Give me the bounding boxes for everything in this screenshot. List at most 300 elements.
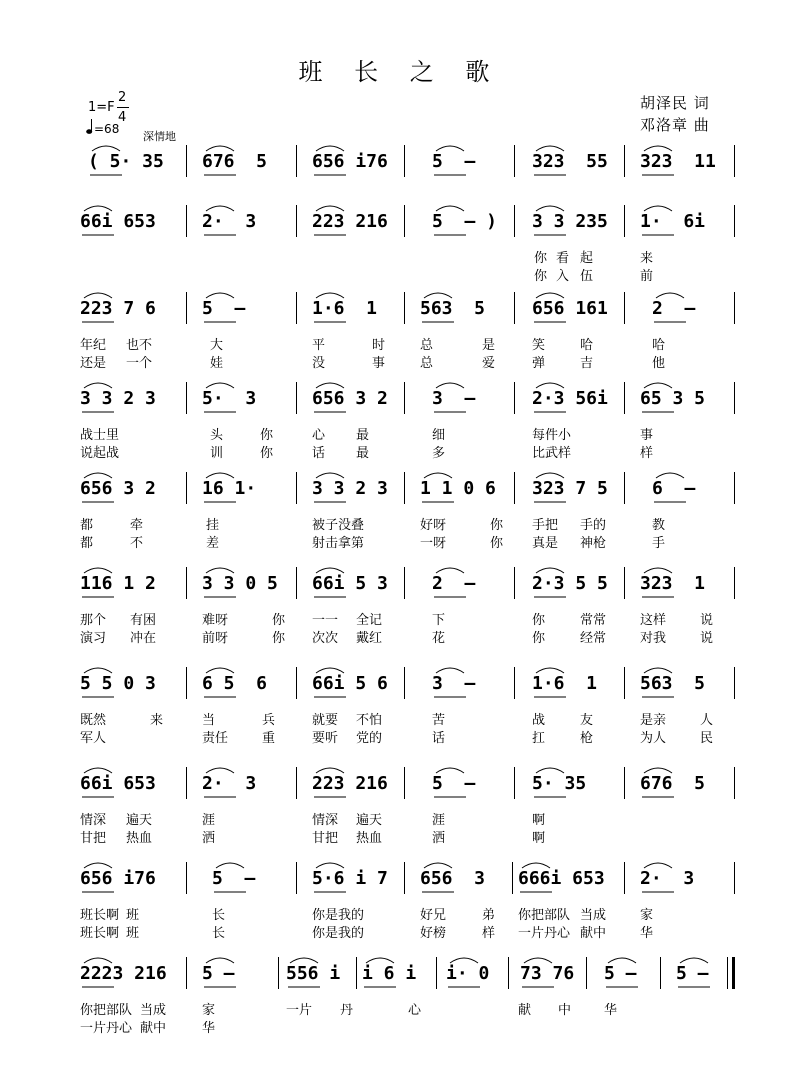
lyric-word: 不 [130,536,144,551]
measure-notes: 223 7 6 [80,298,156,319]
measure-notes: 2· 3 [202,773,257,794]
lyric-word: 是 [482,338,496,353]
slur-marks [0,767,800,807]
slur-arc [206,568,234,573]
lyric-word: 长 [212,926,226,941]
slur-arc [536,668,564,673]
lyric-word: 当成 [140,1003,167,1018]
lyric-word: 看 [556,251,570,266]
lyric-word: 头 [210,428,224,443]
lyric-word: 下 [432,613,446,628]
measure-notes: i· 0 [446,963,490,984]
lyric-word: 爱 [482,356,496,371]
measure-notes: 73 76 [520,963,575,984]
lyric-word: 你 [272,613,286,628]
notes-line [0,382,800,418]
lyric-word: 苦 [432,713,446,728]
lyric-word: 民 [700,731,714,746]
lyric-word: 每件小 [532,428,572,443]
lyric-word: 责任 [202,731,229,746]
lyric-word: 涯 [202,813,216,828]
slur-arc [536,473,564,478]
score-row [0,567,800,657]
notes-line [0,567,800,603]
score-row [0,957,800,1047]
lyric-word: 你 [490,518,504,533]
lyric-word: 战 [532,713,546,728]
notes-line [0,957,800,993]
lyric-word: 平 [312,338,326,353]
lyric-word: 事 [372,356,386,371]
slur-arc [536,768,564,773]
lyric-word: 战士里 [80,428,120,443]
measure-notes: 5 – ) [432,211,498,232]
lyric-word: 最 [356,446,370,461]
lyric-word: 演习 [80,631,107,646]
lyric-word: 军人 [80,731,107,746]
slur-marks [0,382,800,422]
measure-notes: 6 5 6 [202,673,268,694]
lyric-word: 对我 [640,631,667,646]
time-signature-line [117,107,129,108]
lyric-word: 真是 [532,536,559,551]
measure-notes: 3 3 2 3 [312,478,388,499]
measure-notes: 6 – [652,478,696,499]
lyric-word: 啊 [532,831,546,846]
lyric-word: 家 [202,1003,216,1018]
time-signature-numerator: 2 [118,90,127,105]
measure-notes: 5 – [202,298,246,319]
expression-marking: 深情地 [143,130,176,143]
lyric-word: 有困 [130,613,157,628]
key-signature: 1=F [88,100,115,115]
slur-marks [0,667,800,707]
lyric-word: 话 [432,731,446,746]
lyric-word: 娃 [210,356,224,371]
lyric-word: 总 [420,356,434,371]
slur-arc [290,958,318,963]
lyric-word: 当 [202,713,216,728]
measure-notes: 66i 5 3 [312,573,388,594]
tempo-marking: =68 [94,122,120,136]
slur-arc [206,668,234,673]
lyric-word: 他 [652,356,666,371]
slur-arc [436,383,464,388]
lyric-word: 枪 [580,731,594,746]
lyric-word: 样 [640,446,654,461]
lyric-word: 班 [126,908,140,923]
lyric-word: 说起战 [80,446,120,461]
lyric-word: 弟 [482,908,496,923]
measure-notes: 656 3 [420,868,486,889]
lyric-word: 心 [312,428,326,443]
lyric-word: 遍天 [126,813,153,828]
score-row [0,767,800,857]
lyric-word: 事 [640,428,654,443]
score-row [0,667,800,757]
slur-arc [536,293,564,298]
slur-arc [206,146,234,151]
score-row [0,862,800,952]
measure-notes: 1·6 1 [532,673,598,694]
measure-notes: 66i 5 6 [312,673,388,694]
slur-arc [656,293,684,298]
lyric-word: 挂 [206,518,220,533]
slur-arc [84,206,112,211]
lyric-word: 一片丹心 [80,1021,133,1036]
notes-line [0,862,800,898]
lyric-word: 为人 [640,731,667,746]
lyric-word: 班长啊 [80,926,120,941]
slur-arc [366,958,394,963]
measure-notes: 3 3 235 [532,211,608,232]
measure-notes: 5 – [604,963,637,984]
lyric-word: 神枪 [580,536,607,551]
lyric-word: 友 [580,713,594,728]
measure-notes: 2·3 56i [532,388,608,409]
lyric-word: 牵 [130,518,144,533]
lyric-word: 热血 [356,831,383,846]
measure-notes: 5 – [432,773,476,794]
lyric-word: 还是 [80,356,107,371]
lyric-word: 最 [356,428,370,443]
lyric-word: 这样 [640,613,667,628]
slur-arc [84,473,112,478]
lyric-word: 就要 [312,713,339,728]
slur-arc [644,668,672,673]
lyric-word: 弹 [532,356,546,371]
lyric-word: 手的 [580,518,607,533]
lyric-word: 党的 [356,731,383,746]
slur-arc [644,768,672,773]
slur-arc [84,668,112,673]
slur-arc [206,768,234,773]
measure-notes: 323 55 [532,151,608,172]
measure-notes: 656 161 [532,298,608,319]
notes-line [0,145,800,181]
slur-arc [450,958,478,963]
lyric-word: 说 [700,613,714,628]
slur-marks [0,145,800,185]
lyric-word: 家 [640,908,654,923]
slur-arc [84,768,112,773]
lyric-word: 哈 [580,338,594,353]
score-row [0,382,800,472]
lyric-word: 心 [408,1003,422,1018]
measure-notes: 2 – [652,298,696,319]
slur-arc [84,293,112,298]
measure-notes: 2· 3 [640,868,695,889]
slur-arc [680,958,708,963]
measure-notes: 676 5 [640,773,706,794]
lyric-word: 甘把 [312,831,339,846]
lyric-word: 哈 [652,338,666,353]
lyric-word: 是亲 [640,713,667,728]
slur-arc [316,668,344,673]
lyric-word: 热血 [126,831,153,846]
lyric-word: 起 [580,251,594,266]
slur-arc [656,473,684,478]
slur-marks [0,205,800,245]
slur-arc [216,863,244,868]
lyric-word: 人 [700,713,714,728]
lyric-word: 都 [80,518,94,533]
slur-arc [536,206,564,211]
lyric-word: 当成 [580,908,607,923]
measure-notes: i 6 i [362,963,417,984]
lyric-word: 你 [534,251,548,266]
measure-notes: 2223 216 [80,963,167,984]
slur-arc [206,206,234,211]
lyricist-credit: 胡泽民 词 [640,94,710,112]
slur-arc [644,146,672,151]
lyric-word: 扛 [532,731,546,746]
slur-arc [84,863,112,868]
measure-notes: 1 1 0 6 [420,478,496,499]
lyric-word: 差 [206,536,220,551]
lyric-word: 被子没叠 [312,518,365,533]
lyric-word: 一个 [126,356,153,371]
lyric-word: 你 [534,269,548,284]
lyric-word: 你把部队 [518,908,571,923]
measure-notes: 563 5 [640,673,706,694]
slur-marks [0,292,800,332]
lyric-word: 甘把 [80,831,107,846]
composer-credit: 邓洛章 曲 [640,116,710,134]
lyric-word: 经常 [580,631,607,646]
lyric-word: 啊 [532,813,546,828]
slur-arc [316,568,344,573]
slur-arc [206,958,234,963]
slur-arc [206,293,234,298]
notes-line [0,205,800,241]
measure-notes: 656 i76 [80,868,156,889]
lyric-word: 来 [640,251,654,266]
lyric-word: 你是我的 [312,926,365,941]
measure-notes: 1· 6i [640,211,706,232]
lyric-word: 情深 [312,813,339,828]
measure-notes: 5 – [212,868,256,889]
lyric-word: 不怕 [356,713,383,728]
slur-arc [316,293,344,298]
lyric-word: 你 [272,631,286,646]
lyric-word: 前呀 [202,631,229,646]
lyric-word: 兵 [262,713,276,728]
lyric-word: 难呀 [202,613,229,628]
measure-notes: 656 i76 [312,151,388,172]
score-row [0,292,800,382]
lyric-word: 常常 [580,613,607,628]
lyric-word: 华 [640,926,654,941]
lyric-word: 时 [372,338,386,353]
lyric-word: 你 [532,631,546,646]
lyric-word: 班 [126,926,140,941]
measure-notes: 5· 35 [532,773,587,794]
measure-notes: 1·6 1 [312,298,378,319]
measure-notes: 563 5 [420,298,486,319]
slur-arc [436,206,464,211]
slur-arc [316,146,344,151]
measure-notes: 3 3 2 3 [80,388,156,409]
slur-arc [316,473,344,478]
measure-notes: 5· 3 [202,388,257,409]
measure-notes: 3 3 0 5 [202,573,278,594]
measure-notes: 5 – [676,963,709,984]
lyric-word: 伍 [580,269,594,284]
measure-notes: 2· 3 [202,211,257,232]
lyric-word: 笑 [532,338,546,353]
lyric-word: 一片丹心 [518,926,571,941]
measure-notes: 5 – [432,151,476,172]
slur-marks [0,567,800,607]
measure-notes: 2·3 5 5 [532,573,608,594]
lyric-word: 好兄 [420,908,447,923]
lyric-word: 遍天 [356,813,383,828]
notes-line [0,667,800,703]
measure-notes: 223 216 [312,773,388,794]
lyric-word: 中 [558,1003,572,1018]
slur-arc [522,863,550,868]
lyric-word: 比武样 [532,446,572,461]
slur-arc [84,958,112,963]
slur-arc [92,146,120,151]
lyric-word: 都 [80,536,94,551]
lyric-word: 洒 [432,831,446,846]
measure-notes: 556 i [286,963,341,984]
measure-notes: 676 5 [202,151,268,172]
slur-arc [524,958,552,963]
lyric-word: 总 [420,338,434,353]
lyric-word: 洒 [202,831,216,846]
lyric-word: 没 [312,356,326,371]
measure-notes: 66i 653 [80,211,156,232]
lyric-word: 多 [432,446,446,461]
measure-notes: 65 3 5 [640,388,706,409]
lyric-word: 你把部队 [80,1003,133,1018]
slur-arc [316,863,344,868]
slur-arc [316,768,344,773]
measure-notes: 3 – [432,388,476,409]
lyric-word: 涯 [432,813,446,828]
lyric-word: 你 [490,536,504,551]
measure-notes: 323 11 [640,151,716,172]
lyric-word: 一一 [312,613,339,628]
lyric-word: 年纪 [80,338,107,353]
slur-arc [644,206,672,211]
lyric-word: 丹 [340,1003,354,1018]
slur-arc [536,383,564,388]
lyric-word: 重 [262,731,276,746]
lyric-word: 好榜 [420,926,447,941]
measure-notes: 2 – [432,573,476,594]
lyric-word: 好呀 [420,518,447,533]
lyric-word: 要听 [312,731,339,746]
measure-notes: 323 7 5 [532,478,608,499]
slur-arc [644,863,672,868]
score-row [0,472,800,562]
lyric-word: 献中 [580,926,607,941]
lyric-word: 班长啊 [80,908,120,923]
slur-arc [436,668,464,673]
lyric-word: 华 [202,1021,216,1036]
slur-arc [644,383,672,388]
lyric-word: 戴红 [356,631,383,646]
lyric-word: 大 [210,338,224,353]
notes-line [0,767,800,803]
slur-arc [206,473,234,478]
slur-arc [436,768,464,773]
slur-arc [608,958,636,963]
measure-notes: 5 – [202,963,235,984]
slur-arc [436,146,464,151]
lyric-word: 说 [700,631,714,646]
lyric-word: 你 [260,446,274,461]
time-signature-denominator: 4 [118,110,127,125]
lyric-word: 话 [312,446,326,461]
quarter-note-icon [86,118,93,135]
lyric-word: 你是我的 [312,908,365,923]
slur-arc [644,568,672,573]
lyric-word: 手把 [532,518,559,533]
measure-notes: 666i 653 [518,868,605,889]
lyric-word: 长 [212,908,226,923]
slur-arc [536,146,564,151]
lyric-word: 来 [150,713,164,728]
lyric-word: 献 [518,1003,532,1018]
lyric-word: 你 [260,428,274,443]
slur-arc [84,383,112,388]
lyric-word: 训 [210,446,224,461]
lyric-word: 一呀 [420,536,447,551]
lyric-word: 华 [604,1003,618,1018]
song-title: 班 长 之 歌 [298,58,502,86]
slur-arc [206,383,234,388]
slur-arc [316,206,344,211]
lyric-word: 手 [652,536,666,551]
slur-arc [536,568,564,573]
slur-arc [424,293,452,298]
measure-notes: 16 1· [202,478,257,499]
measure-notes: 116 1 2 [80,573,156,594]
lyric-word: 前 [640,269,654,284]
lyric-word: 吉 [580,356,594,371]
lyric-word: 射击拿第 [312,536,365,551]
measure-notes: 3 – [432,673,476,694]
lyric-word: 花 [432,631,446,646]
measure-notes: 656 3 2 [80,478,156,499]
slur-arc [84,568,112,573]
lyric-word: 全记 [356,613,383,628]
measure-notes: 66i 653 [80,773,156,794]
notes-line [0,292,800,328]
measure-notes: 656 3 2 [312,388,388,409]
lyric-word: 一片 [286,1003,313,1018]
notes-line [0,472,800,508]
lyric-word: 次次 [312,631,339,646]
slur-marks [0,862,800,902]
lyric-word: 也不 [126,338,153,353]
slur-marks [0,472,800,512]
lyric-word: 献中 [140,1021,167,1036]
measure-notes: 5 5 0 3 [80,673,156,694]
measure-notes: 223 216 [312,211,388,232]
lyric-word: 教 [652,518,666,533]
score-row [0,205,800,295]
measure-notes: ( 5· 35 [88,151,164,172]
lyric-word: 细 [432,428,446,443]
slur-arc [424,473,452,478]
lyric-word: 入 [556,269,570,284]
